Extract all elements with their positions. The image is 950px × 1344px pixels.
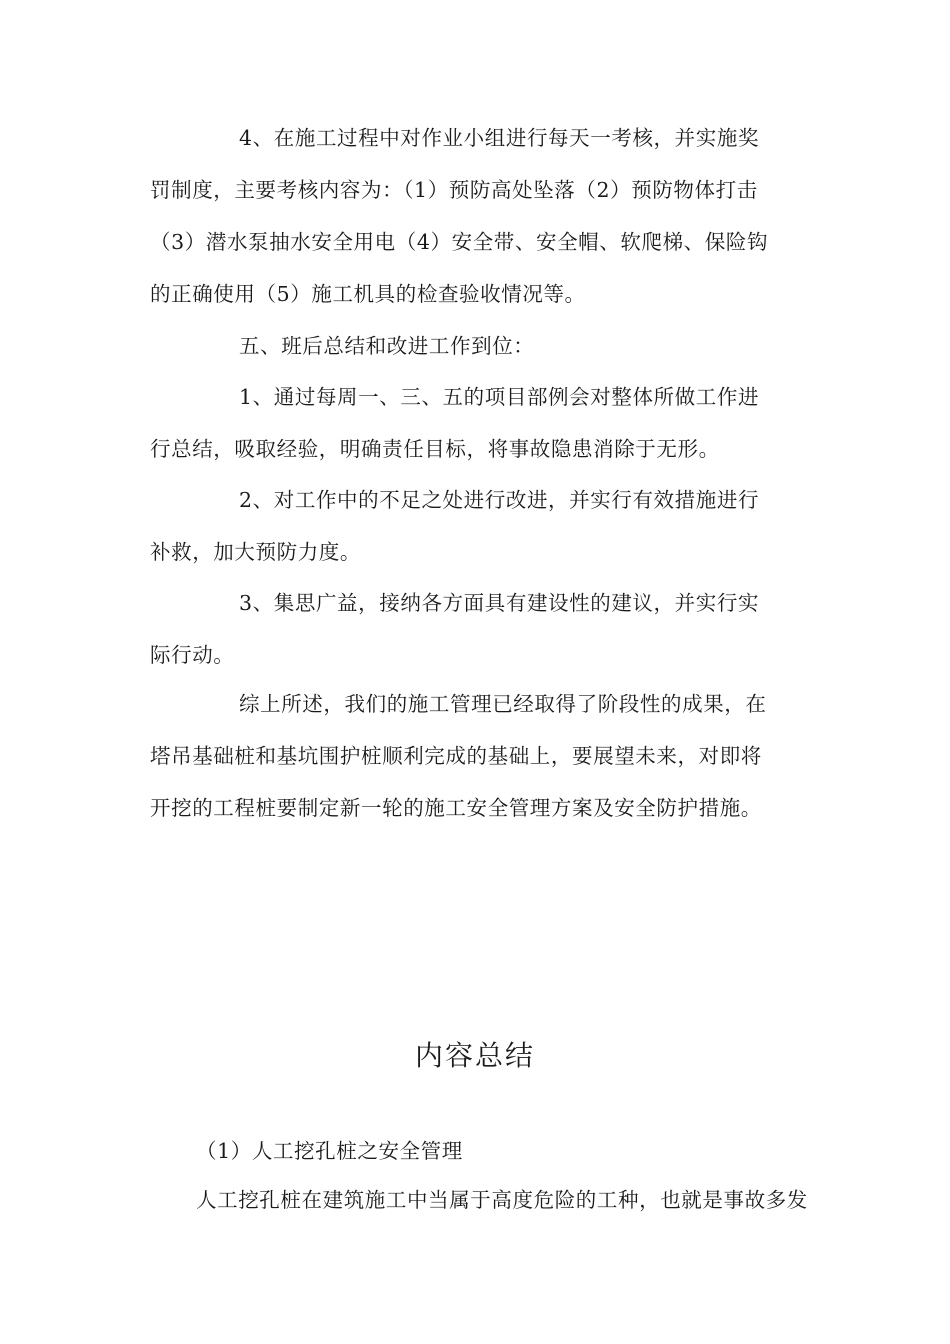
paragraph-line: 塔吊基础桩和基坑围护桩顺利完成的基础上，要展望未来，对即将 [150,744,762,768]
paragraph-line: 的正确使用（5）施工机具的检查验收情况等。 [150,282,586,306]
paragraph-line: （3）潜水泵抽水安全用电（4）安全带、安全帽、软爬梯、保险钩 [150,230,769,254]
paragraph-line: 补救，加大预防力度。 [150,540,361,564]
paragraph-line: 际行动。 [150,643,235,667]
paragraph-line: 4、在施工过程中对作业小组进行每天一考核，并实施奖 [239,126,760,150]
paragraph-line: 3、集思广益，接纳各方面具有建设性的建议，并实行实 [239,591,760,615]
paragraph-line: 综上所述，我们的施工管理已经取得了阶段性的成果，在 [239,692,767,716]
paragraph-line: 罚制度，主要考核内容为：（1）预防高处坠落（2）预防物体打击 [150,178,758,202]
paragraph-line: 人工挖孔桩在建筑施工中当属于高度危险的工种，也就是事故多发 [196,1188,808,1212]
paragraph-line: 开挖的工程桩要制定新一轮的施工安全管理方案及安全防护措施。 [150,796,762,820]
paragraph-line: 2、对工作中的不足之处进行改进，并实行有效措施进行 [239,488,760,512]
paragraph-line: 1、通过每周一、三、五的项目部例会对整体所做工作进 [239,385,760,409]
paragraph-line: 行总结，吸取经验，明确责任目标，将事故隐患消除于无形。 [150,437,720,461]
section-heading: 五、班后总结和改进工作到位： [239,334,535,358]
summary-title: 内容总结 [414,1039,535,1072]
summary-subheading: （1）人工挖孔桩之安全管理 [196,1139,463,1163]
